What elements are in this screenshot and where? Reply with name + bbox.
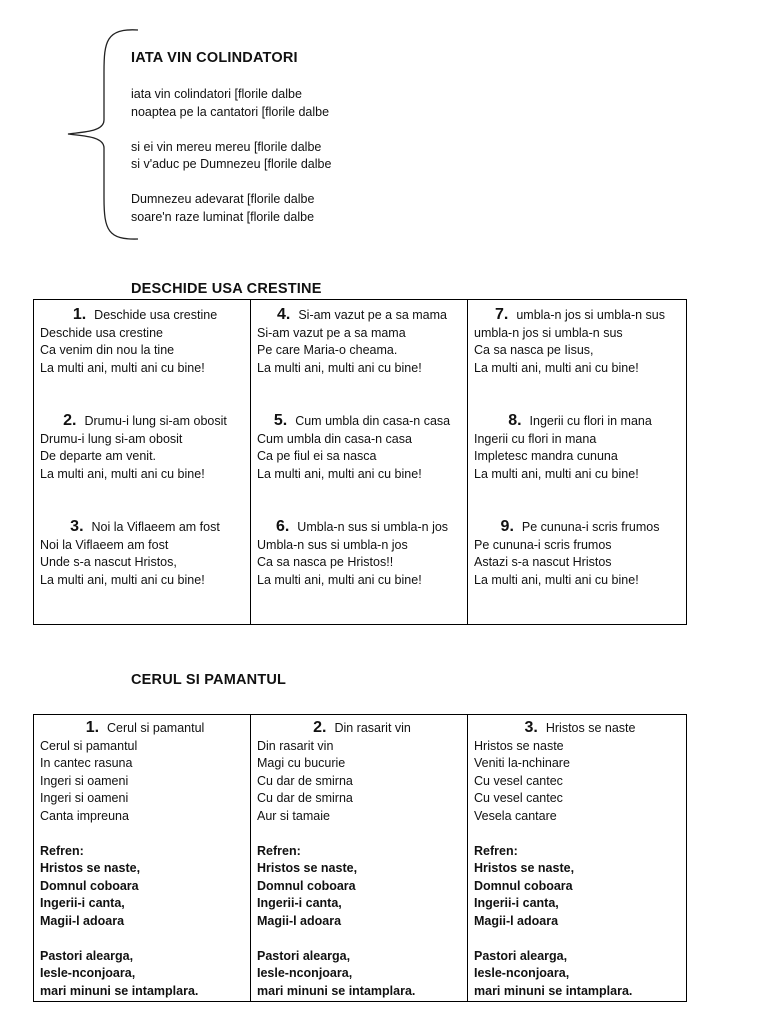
curly-brace <box>62 28 142 244</box>
refrain-line: Domnul coboara <box>474 878 573 893</box>
verse-number: 2. <box>313 719 327 736</box>
verse-title: Cerul si pamantul <box>107 721 205 735</box>
verse-heading <box>40 412 250 431</box>
section-title-cerul-si-pamantul: CERUL SI PAMANTUL <box>131 672 287 688</box>
verse-number: 5. <box>273 412 288 429</box>
poem-line: iata vin colindatori [florile dalbe <box>131 87 302 101</box>
verse-number: 9. <box>500 518 514 535</box>
poem-line: si ei vin mereu mereu [florile dalbe <box>131 139 322 154</box>
refrain-line: Iesle-nconjoara, <box>474 966 570 980</box>
verse-title: Umbla-n sus si umbla-n jos <box>297 520 449 534</box>
verse-title: Din rasarit vin <box>334 721 411 735</box>
verse-line: La multi ani, multi ani cu bine! <box>40 572 205 587</box>
cerul-verse-block <box>34 715 250 1000</box>
verse-heading <box>257 518 467 537</box>
refrain-label: Refren: <box>474 843 518 858</box>
verse-line: De departe am venit. <box>40 449 157 463</box>
verses-column <box>251 300 468 625</box>
poem-line: noaptea pe la cantatori [florile dalbe <box>131 104 330 119</box>
refrain-line: Pastori alearga, <box>474 948 568 963</box>
verse-heading <box>474 306 686 325</box>
spacer <box>474 825 686 843</box>
verses-column <box>34 300 251 625</box>
refrain-line: Iesle-nconjoara, <box>40 966 136 980</box>
refrain-line: Ingerii-i canta, <box>257 896 342 910</box>
poem-line: Dumnezeu adevarat [florile dalbe <box>131 192 315 206</box>
verse-line: Cu dar de smirna <box>257 791 353 805</box>
verse-line: Magi cu bucurie <box>257 756 346 770</box>
spacer <box>474 930 686 948</box>
cerul-column <box>468 715 687 1002</box>
poem-iata-vin-colindatori <box>131 86 331 226</box>
verse-line: Ingeri si oameni <box>40 773 129 788</box>
verse-number: 6. <box>275 518 290 535</box>
verse-title: Noi la Viflaeem am fost <box>91 520 220 534</box>
verse-number: 3. <box>524 719 538 736</box>
verse-title: Drumu-i lung si-am obosit <box>84 414 227 428</box>
verse-line: La multi ani, multi ani cu bine! <box>257 572 422 587</box>
verse-line: La multi ani, multi ani cu bine! <box>474 572 639 587</box>
verse-line: Cu dar de smirna <box>257 773 353 788</box>
verse-block <box>251 300 467 406</box>
verse-line: In cantec rasuna <box>40 756 133 770</box>
refrain-line: Pastori alearga, <box>257 948 351 963</box>
verse-heading <box>40 518 250 537</box>
poem-line: soare'n raze luminat [florile dalbe <box>131 209 315 224</box>
verse-heading <box>257 719 467 738</box>
verse-line: Vesela cantare <box>474 808 557 823</box>
verse-line: Cerul si pamantul <box>40 738 138 753</box>
refrain-line: Ingerii-i canta, <box>40 896 125 910</box>
verse-line: Drumu-i lung si-am obosit <box>40 431 183 446</box>
verse-heading <box>474 412 686 431</box>
verse-title: umbla-n jos si umbla-n sus <box>516 308 665 322</box>
verse-line: Veniti la-nchinare <box>474 756 570 770</box>
refrain-line: Hristos se naste, <box>257 861 358 875</box>
verse-number: 8. <box>508 412 522 429</box>
verse-line: La multi ani, multi ani cu bine! <box>257 360 422 375</box>
verses-column <box>468 300 687 625</box>
refrain-line: mari minuni se intamplara. <box>474 983 633 998</box>
refrain-label: Refren: <box>257 843 301 858</box>
verse-heading <box>257 306 467 325</box>
verse-line: Cu vesel cantec <box>474 791 563 805</box>
verse-title: Pe cununa-i scris frumos <box>521 520 660 534</box>
refrain-line: Hristos se naste, <box>474 861 575 875</box>
verse-line: Noi la Viflaeem am fost <box>40 537 169 552</box>
verse-number: 4. <box>276 306 291 323</box>
verse-block <box>34 300 250 406</box>
spacer <box>40 825 250 843</box>
refrain-line: Magii-l adoara <box>257 913 342 928</box>
section-title-deschide-usa-crestine: DESCHIDE USA CRESTINE <box>131 281 322 297</box>
verse-line: Pe care Maria-o cheama. <box>257 343 398 357</box>
verse-line: Unde s-a nascut Hristos, <box>40 555 177 569</box>
verses-table-cerul-si-pamantul <box>33 714 687 1002</box>
verse-line: Din rasarit vin <box>257 738 334 753</box>
verse-line: Hristos se naste <box>474 738 564 753</box>
verse-line: La multi ani, multi ani cu bine! <box>474 360 639 375</box>
verse-line: Ca venim din nou la tine <box>40 343 175 357</box>
verse-heading <box>474 518 686 537</box>
verse-line: Canta impreuna <box>40 808 129 823</box>
verse-line: Deschide usa crestine <box>40 325 163 340</box>
verse-title: Hristos se naste <box>545 721 636 735</box>
refrain-line: Iesle-nconjoara, <box>257 966 353 980</box>
verse-line: Aur si tamaie <box>257 808 330 823</box>
verse-title: Ingerii cu flori in mana <box>529 414 652 428</box>
cerul-verse-block <box>251 715 467 1000</box>
cerul-column <box>34 715 251 1002</box>
verse-block <box>468 300 686 406</box>
refrain-line: Domnul coboara <box>40 878 139 893</box>
refrain-line: Domnul coboara <box>257 878 356 893</box>
cerul-column <box>251 715 468 1002</box>
verse-line: Umbla-n sus si umbla-n jos <box>257 537 408 552</box>
verse-line: Ingerii cu flori in mana <box>474 431 597 446</box>
refrain-line: Hristos se naste, <box>40 861 141 875</box>
verse-line: Ingeri si oameni <box>40 791 129 805</box>
verse-block <box>468 406 686 512</box>
verse-line: La multi ani, multi ani cu bine! <box>40 360 205 375</box>
verse-block <box>251 512 467 618</box>
verse-title: Si-am vazut pe a sa mama <box>298 308 447 322</box>
verse-title: Deschide usa crestine <box>94 308 218 322</box>
verse-line: Impletesc mandra cununa <box>474 449 618 463</box>
section-title-iata-vin-colindatori: IATA VIN COLINDATORI <box>131 50 298 66</box>
verse-line: umbla-n jos si umbla-n sus <box>474 325 623 340</box>
verse-heading <box>40 306 250 325</box>
refrain-line: Magii-l adoara <box>474 913 559 928</box>
refrain-line: Ingerii-i canta, <box>474 896 559 910</box>
spacer <box>40 930 250 948</box>
verse-line: Si-am vazut pe a sa mama <box>257 325 406 340</box>
cerul-verse-block <box>468 715 686 1000</box>
verse-heading <box>474 719 686 738</box>
verse-block <box>34 512 250 618</box>
verse-line: Pe cununa-i scris frumos <box>474 537 612 552</box>
refrain-line: mari minuni se intamplara. <box>40 983 199 998</box>
poem-line: si v'aduc pe Dumnezeu [florile dalbe <box>131 157 332 171</box>
refrain-label: Refren: <box>40 843 84 858</box>
verse-block <box>34 406 250 512</box>
verse-line: La multi ani, multi ani cu bine! <box>257 466 422 481</box>
verse-block <box>251 406 467 512</box>
refrain-line: mari minuni se intamplara. <box>257 983 416 998</box>
verse-title: Cum umbla din casa-n casa <box>295 414 451 428</box>
spacer <box>257 825 467 843</box>
refrain-line: Magii-l adoara <box>40 913 125 928</box>
verse-line: Astazi s-a nascut Hristos <box>474 555 612 569</box>
verse-line: La multi ani, multi ani cu bine! <box>474 466 639 481</box>
verse-line: La multi ani, multi ani cu bine! <box>40 466 205 481</box>
verse-line: Ca sa nasca pe Hristos!! <box>257 555 394 569</box>
verse-number: 1. <box>72 306 87 323</box>
verse-line: Cu vesel cantec <box>474 773 563 788</box>
verse-block <box>468 512 686 618</box>
verse-heading <box>40 719 250 738</box>
verse-heading <box>257 412 467 431</box>
verse-line: Ca sa nasca pe Iisus, <box>474 343 594 357</box>
verse-line: Cum umbla din casa-n casa <box>257 431 412 446</box>
spacer <box>257 930 467 948</box>
verse-number: 3. <box>70 518 84 535</box>
verse-line: Ca pe fiul ei sa nasca <box>257 449 377 463</box>
verse-number: 2. <box>63 412 77 429</box>
verse-number: 1. <box>85 719 100 736</box>
verses-table-deschide-usa <box>33 299 687 625</box>
refrain-line: Pastori alearga, <box>40 948 134 963</box>
verse-number: 7. <box>494 306 509 323</box>
